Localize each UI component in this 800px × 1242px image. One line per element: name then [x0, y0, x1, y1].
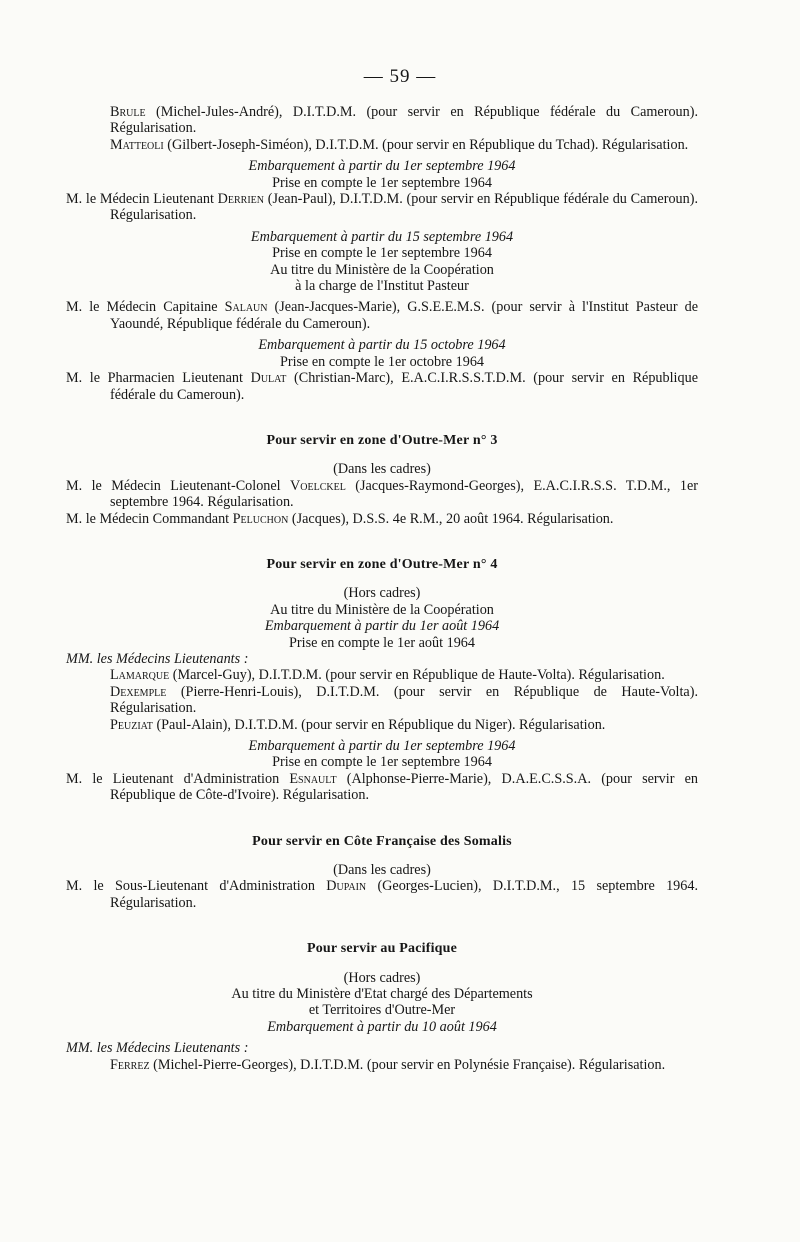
- entry-text: (Jean-Jacques-Marie), G.S.E.E.M.S. (pour servir à l'Institut Pasteur de Yaoundé, République fédérale du Cameroun).: [110, 299, 698, 332]
- entry-peluchon: [66, 511, 698, 527]
- entry-text: (Alphonse-Pierre-Marie), D.A.E.C.S.S.A. (pour servir en République de Côte-d'Ivoire). Régularisation.: [110, 770, 698, 804]
- embarkation-line: Embarquement à partir du 1er septembre 1964: [248, 738, 516, 754]
- ministry-line: Au titre du Ministère de la Coopération: [270, 601, 494, 618]
- entry-text: (Gilbert-Joseph-Siméon), D.I.T.D.M. (pour servir en République du Tchad). Régularisation.: [163, 136, 689, 153]
- entry-prefix: M. le Pharmacien Lieutenant: [66, 370, 251, 387]
- entry-text: (Michel-Jules-André), D.I.T.D.M. (pour servir en République fédérale du Cameroun). Régularisation.: [110, 104, 698, 137]
- entry-prefix: M. le Médecin Capitaine: [66, 299, 225, 316]
- person-name: Esnault: [289, 770, 337, 787]
- entry-brule: [110, 104, 698, 137]
- entry-text: (Pierre-Henri-Louis), D.I.T.D.M. (pour servir en République de Haute-Volta). Régularisation.: [110, 683, 698, 717]
- ministry-line: Au titre du Ministère de la Coopération: [270, 261, 494, 278]
- cadres-line: (Hors cadres): [343, 969, 421, 986]
- entry-prefix: M. le Médecin Commandant: [66, 510, 233, 527]
- entry-prefix: M. le Médecin Lieutenant: [66, 191, 218, 208]
- entry-text: (Christian-Marc), E.A.C.I.R.S.S.T.D.M. (pour servir en République fédérale du Cameroun).: [110, 370, 698, 403]
- ministry-line-continued: et Territoires d'Outre-Mer: [308, 1002, 456, 1019]
- person-name: Brule: [110, 104, 146, 120]
- entry-dupain: [66, 878, 698, 911]
- group-label: MM. les Médecins Lieutenants :: [66, 1040, 249, 1057]
- cadres-line: (Dans les cadres): [333, 461, 431, 478]
- entry-prefix: M. le Lieutenant d'Administration: [66, 770, 290, 787]
- prise-en-compte-line: Prise en compte le 1er septembre 1964: [272, 754, 492, 771]
- entry-lamarque: [110, 667, 698, 683]
- entry-salaun: [66, 299, 698, 332]
- person-name: Peuziat: [110, 716, 153, 733]
- embarkation-line: Embarquement à partir du 15 septembre 1964: [250, 228, 514, 245]
- prise-en-compte-line: Prise en compte le 1er août 1964: [289, 634, 475, 651]
- entry-peuziat: [110, 717, 698, 733]
- person-name: Dulat: [250, 370, 287, 387]
- prise-en-compte-line: Prise en compte le 1er septembre 1964: [272, 174, 492, 191]
- entry-text: (Marcel-Guy), D.I.T.D.M. (pour servir en République de Haute-Volta). Régularisation.: [169, 667, 665, 684]
- embarkation-line: Embarquement à partir du 1er septembre 1964: [248, 158, 516, 175]
- ministry-line: Au titre du Ministère d'Etat chargé des Départements: [231, 986, 533, 1003]
- entry-text: (Michel-Pierre-Georges), D.I.T.D.M. (pour servir en Polynésie Française). Régularisation.: [149, 1056, 666, 1073]
- person-name: Peluchon: [232, 510, 289, 527]
- section-heading-pacifique: Pour servir au Pacifique: [306, 941, 458, 957]
- embarkation-line: Embarquement à partir du 10 août 1964: [267, 1018, 497, 1035]
- person-name: Ferrez: [110, 1056, 150, 1073]
- entry-prefix: M. le Sous-Lieutenant d'Administration: [66, 878, 327, 895]
- entry-text: (Jacques-Raymond-Georges), E.A.C.I.R.S.S. T.D.M., 1er septembre 1964. Régularisation.: [110, 477, 698, 511]
- entry-esnault: [66, 771, 698, 804]
- entry-dulat: [66, 370, 698, 403]
- entry-text: (Jean-Paul), D.I.T.D.M. (pour servir en République fédérale du Cameroun). Régularisation.: [110, 191, 698, 224]
- person-name: Lamarque: [110, 667, 170, 684]
- entry-voelckel: [66, 478, 698, 511]
- person-name: Derrien: [217, 191, 264, 208]
- entry-prefix: M. le Médecin Lieutenant-Colonel: [66, 477, 291, 494]
- group-label: MM. les Médecins Lieutenants :: [66, 650, 249, 667]
- document-body: [66, 104, 698, 1073]
- section-heading-somalis: Pour servir en Côte Française des Somalis: [252, 833, 512, 849]
- prise-en-compte-line: Prise en compte le 1er septembre 1964: [272, 245, 492, 262]
- section-heading-zone-4: Pour servir en zone d'Outre-Mer n° 4: [266, 556, 498, 572]
- prise-en-compte-line: Prise en compte le 1er octobre 1964: [279, 353, 485, 370]
- embarkation-line: Embarquement à partir du 1er août 1964: [264, 618, 500, 635]
- entry-dexemple: [110, 684, 698, 717]
- person-name: Dexemple: [110, 683, 167, 700]
- section-heading-zone-3: Pour servir en zone d'Outre-Mer n° 3: [266, 432, 498, 448]
- person-name: Salaun: [224, 299, 268, 316]
- cadres-line: (Dans les cadres): [333, 862, 431, 879]
- cadres-line: (Hors cadres): [343, 585, 421, 602]
- entry-text: (Jacques), D.S.S. 4e R.M., 20 août 1964. Régularisation.: [288, 510, 614, 527]
- page-number: — 59 —: [363, 66, 437, 87]
- entry-derrien: [66, 191, 698, 224]
- charge-line: à la charge de l'Institut Pasteur: [295, 278, 469, 295]
- embarkation-line: Embarquement à partir du 15 octobre 1964: [258, 337, 506, 354]
- entry-text: (Paul-Alain), D.I.T.D.M. (pour servir en République du Niger). Régularisation.: [152, 716, 606, 733]
- person-name: Voelckel: [290, 477, 346, 494]
- person-name: Dupain: [326, 878, 367, 895]
- entry-text: (Georges-Lucien), D.I.T.D.M., 15 septembre 1964. Régularisation.: [110, 878, 698, 911]
- person-name: Matteoli: [110, 136, 164, 153]
- entry-matteoli: [110, 137, 698, 153]
- entry-ferrez: [110, 1057, 698, 1073]
